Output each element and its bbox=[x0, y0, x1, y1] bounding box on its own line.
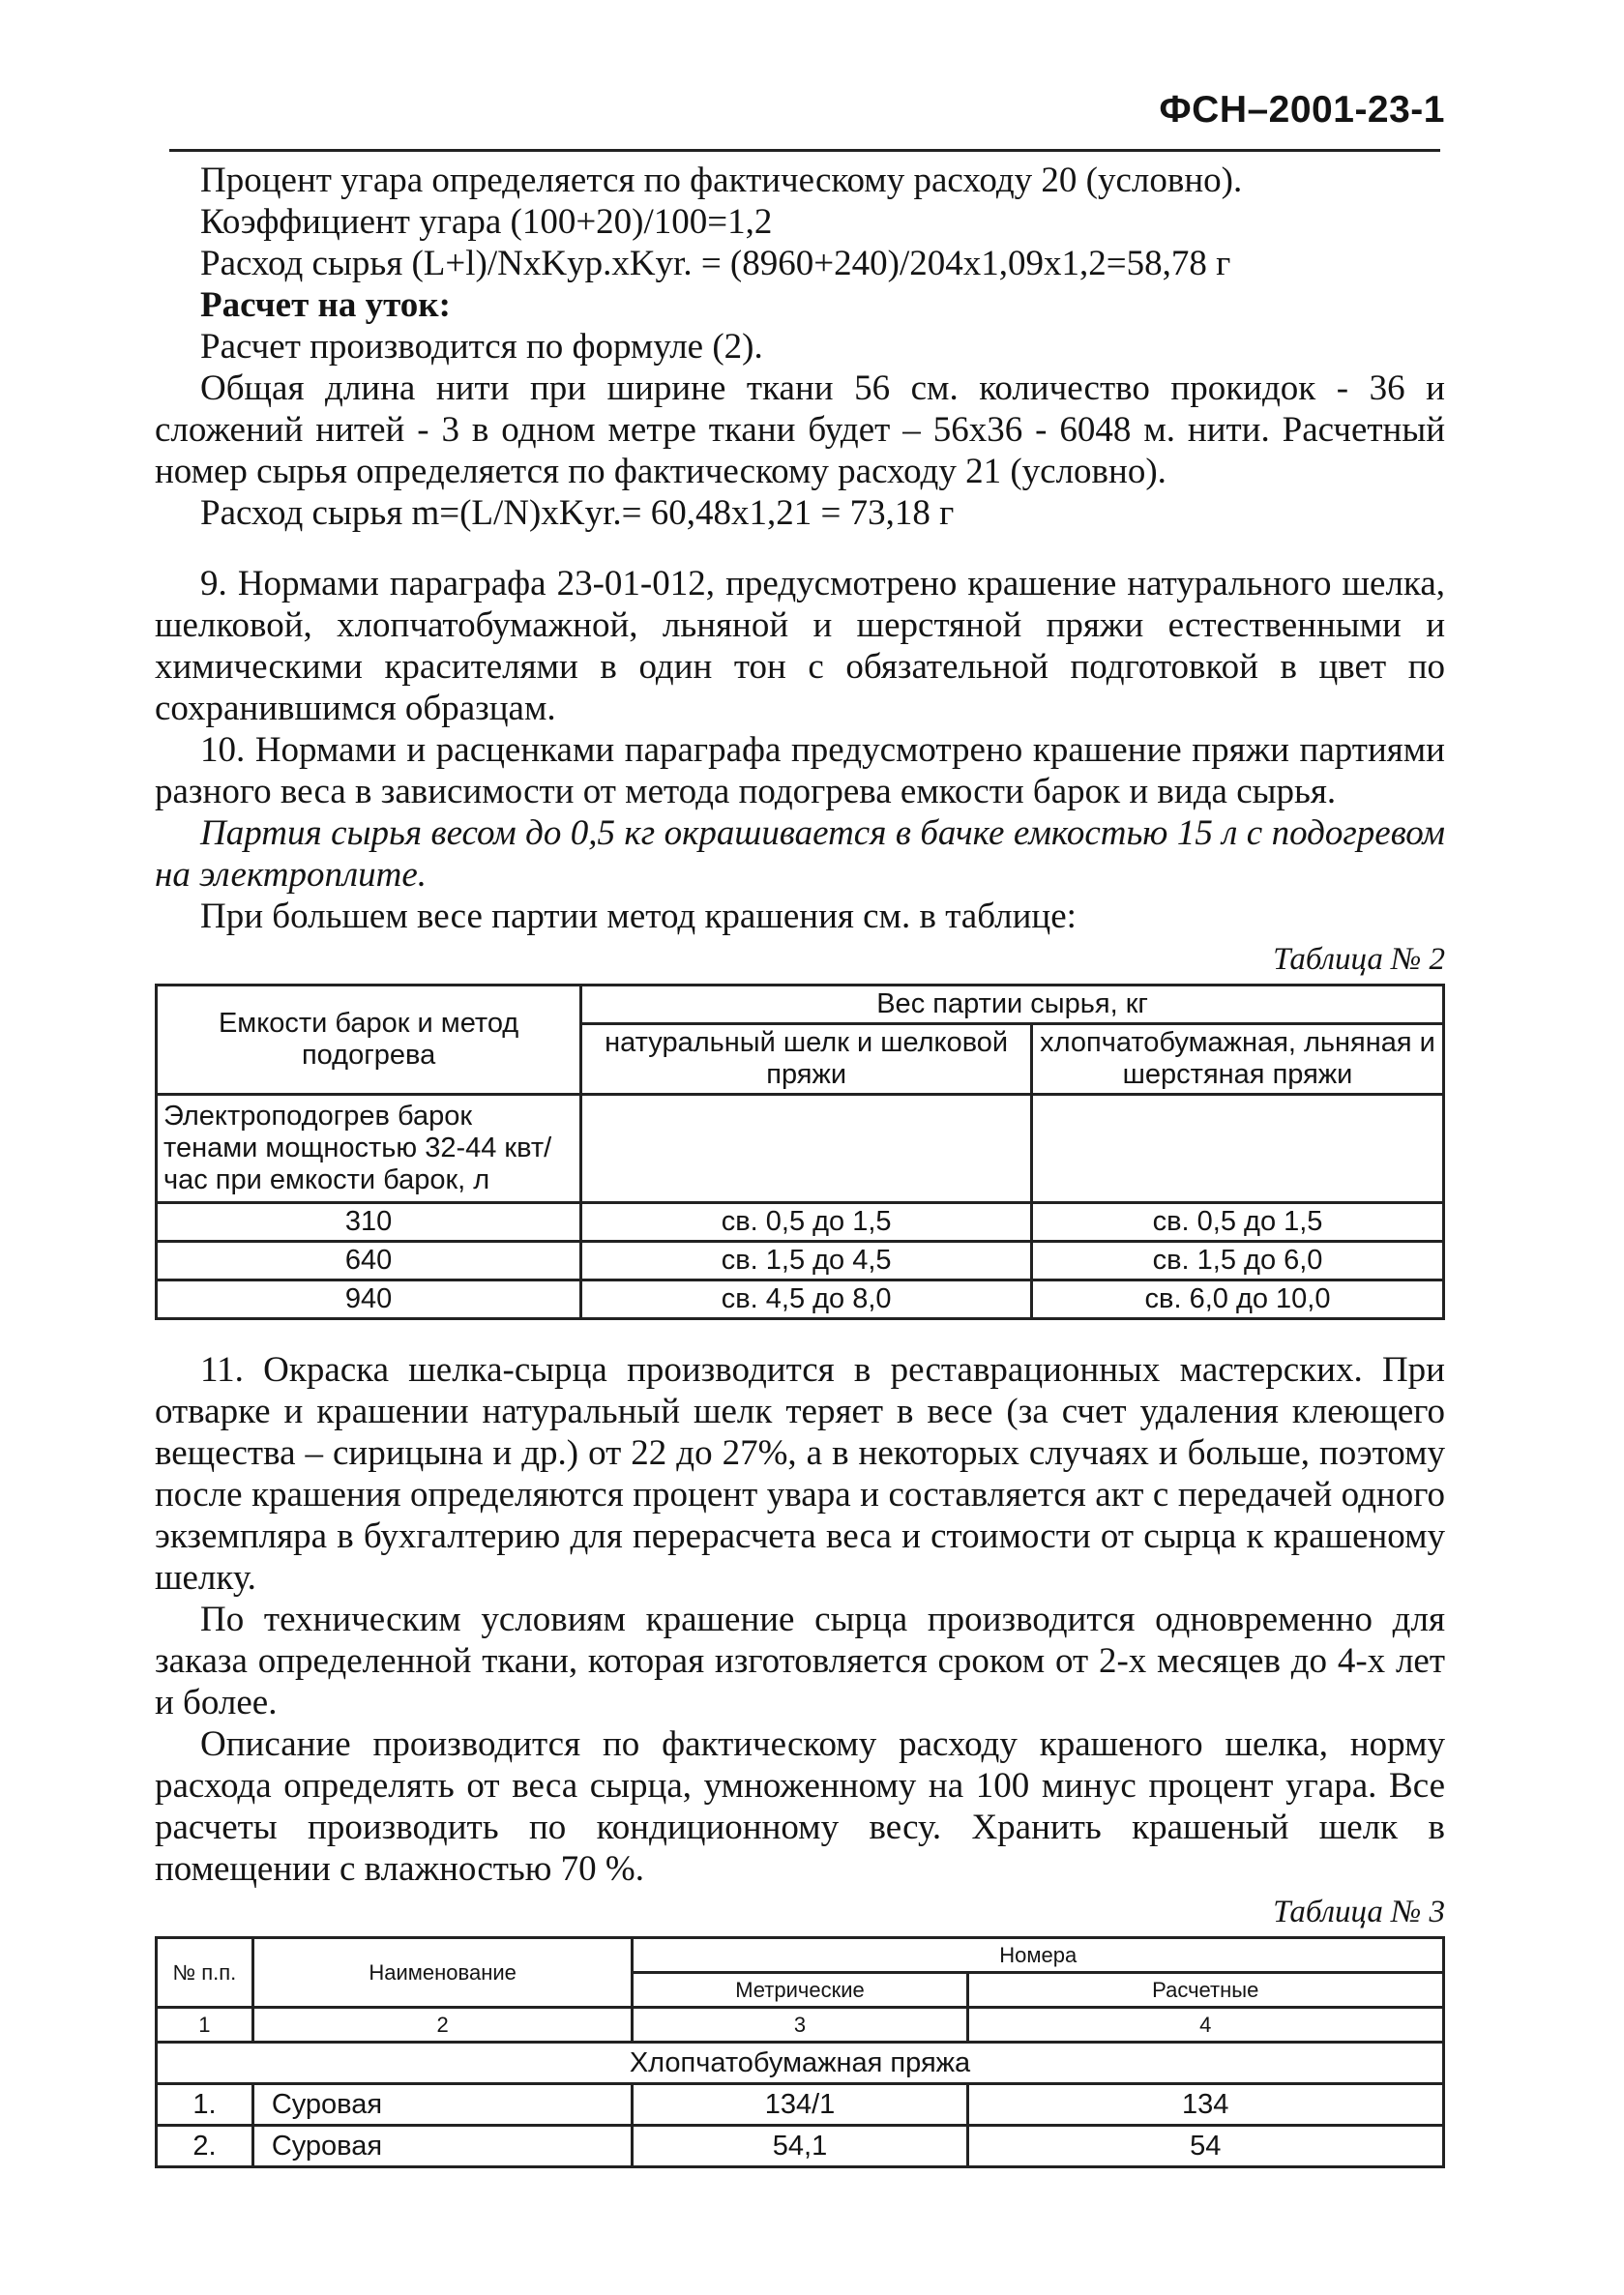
paragraph: Расчет производится по формуле (2). bbox=[200, 327, 763, 367]
table-cell: 2 bbox=[252, 2008, 633, 2043]
table-header-cell: Наименование bbox=[252, 1938, 633, 2008]
table-cell: св. 0,5 до 1,5 bbox=[581, 1203, 1032, 1242]
table-cell: 54,1 bbox=[633, 2126, 967, 2167]
table-cell: св. 1,5 до 4,5 bbox=[581, 1242, 1032, 1280]
table-cell: 54 bbox=[967, 2126, 1444, 2167]
document-code: ФСН–2001-23-1 bbox=[1159, 89, 1445, 131]
paragraph: 9. Нормами параграфа 23-01-012, предусмотрено крашение натурального шелка, шелковой, хлопчатобумажной, льняной и шерстяной пряжи естественными и химическими красителями в один тон с обязательной подготовкой в цвет по сохранившимся образцам. bbox=[155, 564, 1445, 728]
section-heading: Расчет на уток: bbox=[200, 285, 451, 325]
table-cell: 2. bbox=[157, 2126, 253, 2167]
table-cell: св. 4,5 до 8,0 bbox=[581, 1280, 1032, 1319]
paragraph: При большем весе партии метод крашения см. в таблице: bbox=[200, 897, 1077, 936]
paragraph: Описание производится по фактическому расходу крашеного шелка, норму расхода определять от веса сырца, умноженному на 100 минус процент угара. Все расчеты производить по кондиционному весу. Хранить крашеный шелк в помещении с влажностью 70 %. bbox=[155, 1724, 1445, 1889]
table-row bbox=[157, 2126, 1444, 2167]
paragraph: 10. Нормами и расценками параграфа предусмотрено крашение пряжи партиями разного веса в зависимости от метода подогрева емкости барок и вида сырья. bbox=[155, 730, 1445, 811]
table-row bbox=[157, 2084, 1444, 2126]
table-header-cell: Метрические bbox=[633, 1973, 967, 2008]
spacer bbox=[155, 1320, 1445, 1349]
paragraph: Расход сырья (L+l)/NxKyp.xKyr. = (8960+240)/204x1,09x1,2=58,78 г bbox=[200, 244, 1231, 283]
table-header-cell: хлопчатобумажная, льняная и шерстяная пряжи bbox=[1032, 1024, 1444, 1095]
table-row bbox=[157, 1280, 1444, 1319]
table-index-row bbox=[157, 2008, 1444, 2043]
paragraph: Партия сырья весом до 0,5 кг окрашивается в бачке емкостью 15 л с подогревом на электроплите. bbox=[155, 813, 1445, 895]
yarn-table bbox=[155, 1936, 1445, 2168]
table-cell: 3 bbox=[633, 2008, 967, 2043]
table-cell: св. 1,5 до 6,0 bbox=[1032, 1242, 1444, 1280]
table-header-cell: № п.п. bbox=[157, 1938, 253, 2008]
table-caption: Таблица № 2 bbox=[1273, 942, 1445, 977]
table-cell bbox=[581, 1095, 1032, 1203]
table-caption: Таблица № 3 bbox=[1273, 1895, 1445, 1929]
table-cell bbox=[1032, 1095, 1444, 1203]
table-section: Хлопчатобумажная пряжа bbox=[157, 2043, 1444, 2084]
table-cell: св. 6,0 до 10,0 bbox=[1032, 1280, 1444, 1319]
paragraph: Расход сырья m=(L/N)xKyr.= 60,48x1,21 = 73,18 г bbox=[200, 493, 955, 533]
page-content bbox=[155, 160, 1445, 2168]
paragraph: Процент угара определяется по фактическому расходу 20 (условно). bbox=[200, 161, 1243, 200]
table-cell: 134 bbox=[967, 2084, 1444, 2126]
table-cell: 1 bbox=[157, 2008, 253, 2043]
table-header-cell: Емкости барок и метод подогрева bbox=[157, 986, 581, 1095]
table-row bbox=[157, 1203, 1444, 1242]
table-header-cell: Расчетные bbox=[967, 1973, 1444, 2008]
table-cell: Суровая bbox=[252, 2126, 633, 2167]
paragraph: По техническим условиям крашение сырца производится одновременно для заказа определенной ткани, которая изготовляется сроком от 2-х месяцев до 4-х лет и более. bbox=[155, 1600, 1445, 1722]
dyeing-table bbox=[155, 984, 1445, 1320]
paragraph: 11. Окраска шелка-сырца производится в реставрационных мастерских. При отварке и крашении натуральный шелк теряет в весе (за счет удаления клеющего вещества – сирицына и др.) от 22 до 27%, а в некоторых случаях и больше, поэтому после крашения определяются процент увара и составляется акт с передачей одного экземпляра в бухгалтерию для перерасчета веса и стоимости от сырца к крашеному шелку. bbox=[155, 1350, 1445, 1598]
spacer bbox=[155, 534, 1445, 563]
table-cell: Электроподогрев барок тенами мощностью 32-44 квт/час при емкости барок, л bbox=[157, 1095, 581, 1203]
table-cell: 940 bbox=[157, 1280, 581, 1319]
table-header-cell: Вес партии сырья, кг bbox=[581, 986, 1444, 1024]
table-header-cell: Номера bbox=[633, 1938, 1444, 1973]
paragraph: Общая длина нити при ширине ткани 56 см. количество прокидок - 36 и сложений нитей - 3 в одном метре ткани будет – 56х36 - 6048 м. нити. Расчетный номер сырья определяется по фактическому расходу 21 (условно). bbox=[155, 368, 1445, 491]
header-rule bbox=[169, 149, 1440, 152]
table-section-row bbox=[157, 2043, 1444, 2084]
table-cell: 640 bbox=[157, 1242, 581, 1280]
table-cell: св. 0,5 до 1,5 bbox=[1032, 1203, 1444, 1242]
table-cell: 134/1 bbox=[633, 2084, 967, 2126]
table-cell: 310 bbox=[157, 1203, 581, 1242]
paragraph: Коэффициент угара (100+20)/100=1,2 bbox=[200, 202, 773, 242]
table-cell: 1. bbox=[157, 2084, 253, 2126]
table-cell: Суровая bbox=[252, 2084, 633, 2126]
table-cell: 4 bbox=[967, 2008, 1444, 2043]
table-row bbox=[157, 1242, 1444, 1280]
table-header-cell: натуральный шелк и шелковой пряжи bbox=[581, 1024, 1032, 1095]
